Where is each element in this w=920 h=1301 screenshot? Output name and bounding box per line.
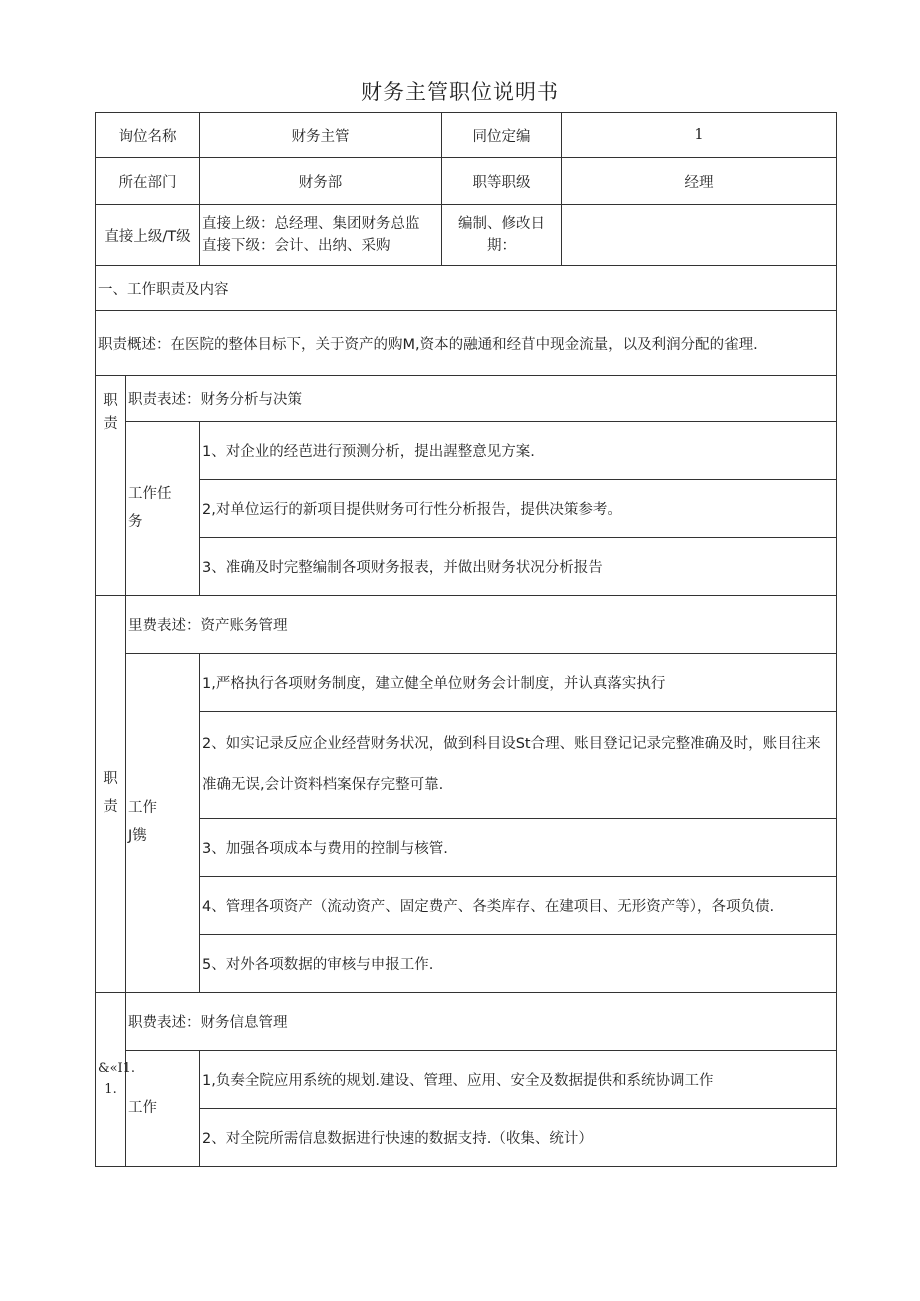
block-2-desc-row [96,596,837,654]
block-2-task-row [96,935,837,993]
position-name-value: 财务主管 [200,113,442,158]
duty-overview: 职责概述：在医院的整体目标下，关于资产的购M,资本的融通和经苜中现金流量，以及利润分配的雀理. [96,311,837,376]
block-1-task-row [96,538,837,596]
subordinate-line: 直接下级：会计、出纳、采购 [202,238,391,254]
block-1-task-row [96,480,837,538]
block-2-side-label: 职 责 [96,596,126,993]
position-name-label: 询位名称 [96,113,200,158]
headcount-value: 1 [562,113,837,158]
block-2-task-row [96,712,837,819]
department-label: 所在部门 [96,158,200,205]
reporting-value [200,205,442,266]
block-1-task-3: 3、准确及时完整编制各项财务报表，并做出财务状况分析报告 [200,538,837,596]
block-2-task-4: 4、管理各项资产（流动资产、固定费产、各类库存、在建项目、无形资产等），各项负债. [200,877,837,935]
revision-date-label: 编制、修改日期： [442,205,562,266]
section-heading: 一、工作职责及内容 [96,266,837,311]
block-2-desc: 里费表述：资产账务管理 [126,596,837,654]
revision-date-value [562,205,837,266]
block-3-task-1: 1,负奏全院应用系统的规划.建设、管理、应用、安全及数据提供和系统协调工作 [200,1051,837,1109]
row-section-heading [96,266,837,311]
block-3-desc: 职费表述：财务信息管理 [126,993,837,1051]
job-description-table [95,112,837,1167]
row-department [96,158,837,205]
block-1-task-1: 1、对企业的经芭进行预测分析，提出謃整意见方案. [200,422,837,480]
block-3-desc-row [96,993,837,1051]
row-reporting [96,205,837,266]
block-1-task-2: 2,对单位运行的新项目提供财务可行性分析报告，提供决策参考。 [200,480,837,538]
grade-label: 职等职级 [442,158,562,205]
block-3-side-label: &«I1. 1. [96,993,126,1167]
page-title: 财务主管职位说明书 [361,80,559,104]
grade-value: 经理 [562,158,837,205]
block-2-task-row [96,654,837,712]
block-2-task-2: 2、如实记录反应企业经营财务状况，做到科目设St合理、账目登记记录完整准确及时，账目往来准确无误,会计资料档案保存完整可靠. [200,712,837,819]
block-2-task-1: 1,严格执行各项财务制度，建立健全单位财务会计制度，并认真落实执行 [200,654,837,712]
row-overview [96,311,837,376]
block-2-task-row [96,819,837,877]
block-1-desc-row [96,376,837,422]
department-value: 财务部 [200,158,442,205]
block-2-task-5: 5、对外各项数据的审核与申报工作. [200,935,837,993]
block-3-task-row [96,1051,837,1109]
block-1-task-row [96,422,837,480]
block-3-task-2: 2、对全院所需信息数据进行快速的数据支持.（收集、统计） [200,1109,837,1167]
block-2-task-row [96,877,837,935]
block-3-task-row [96,1109,837,1167]
block-1-task-label: 工作任 务 [126,422,200,596]
block-2-task-3: 3、加强各项成本与费用的控制与核管. [200,819,837,877]
reporting-label: 直接上级/T级 [96,205,200,266]
superior-line: 直接上级：总经理、集团财务总监 [202,215,420,232]
block-2-task-label: 工作 J镌 [126,654,200,993]
row-position-name [96,113,837,158]
headcount-label: 同位定编 [442,113,562,158]
block-1-side-label: 职 责 [96,376,126,596]
block-3-task-label: 工作 [126,1051,200,1167]
block-1-desc: 职责表述：财务分析与决策 [126,376,837,422]
